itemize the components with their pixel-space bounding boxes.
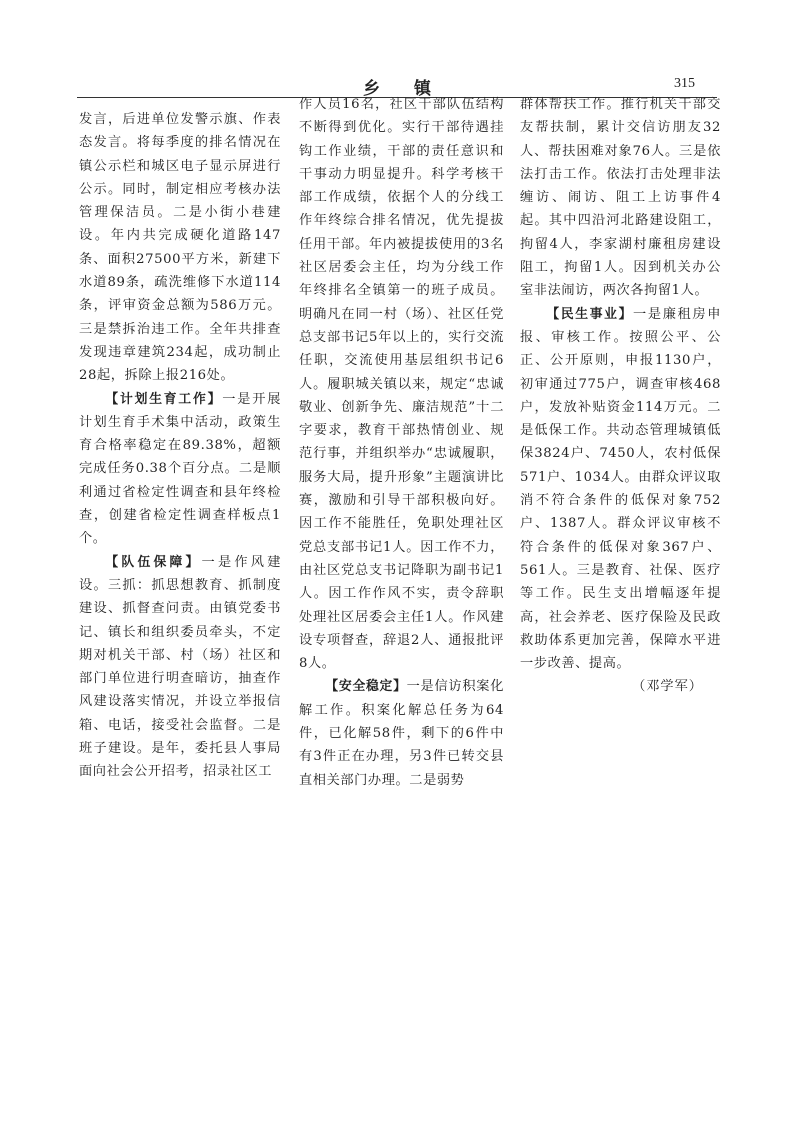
text-column-2 xyxy=(299,93,504,792)
paragraph xyxy=(79,551,281,784)
paragraph-text: 一是作风建设。三抓：抓思想教育、抓制度建设、抓督查问责。由镇党委书记、镇长和组织委员牵头，不定期对机关干部、村（场）社区和部门单位进行明查暗访，抽查作风建设落实情况，并设立举报信箱、电话，接受社会监督。二是班子建设。是年，委托县人事局面向社会公开招考，招录社区工 xyxy=(79,554,281,780)
paragraph-text: 一是开展计划生育手术集中活动，政策生育合格率稳定在89.38%，超额完成任务0.38个百分点。二是顺利通过省检定性调查和县年终检查，创建省检定性调查样板点1个。 xyxy=(79,391,281,547)
text-column-1 xyxy=(79,108,281,784)
section-heading: 【民生事业】 xyxy=(546,306,634,322)
section-heading: 【安全稳定】 xyxy=(325,679,407,695)
section-heading: 【计划生育工作】 xyxy=(105,391,223,407)
paragraph xyxy=(79,108,281,388)
paragraph xyxy=(299,93,504,675)
author-credit: （邓学军） xyxy=(632,679,703,695)
paragraph xyxy=(299,675,504,791)
paragraph-text: 一是廉租房申报、审核工作。按照公平、公正、公开原则，申报1130户，初审通过775户，调查审核468户，发放补贴资金114万元。二是低保工作。共动态管理城镇低保3824户、7450人，农村低保571户、1034人。由群众评议取消不符合条件的低保对象752户、1387人。群众评议审核不符合条件的低保对象367户、561人。三是教育、社保、医疗等工作。民生支出增幅逐年提高，社会养老、医疗保险及民政救助体系更加完善，保障水平进一步改善、提高。 xyxy=(520,306,721,672)
text-column-3 xyxy=(520,93,721,699)
section-heading: 【队伍保障】 xyxy=(105,554,202,570)
paragraph xyxy=(520,303,721,676)
section-title: 乡 镇 xyxy=(363,79,431,99)
paragraph-text: 群体帮扶工作。推行机关干部交友帮扶制，累计交信访朋友32人、帮扶困难对象76人。三是依法打击工作。依法打击处理非法缠访、闹访、阻工上访事件4起。其中四沿河北路建设阻工，拘留4人，李家湖村廉租房建设阻工，拘留1人。因到机关办公室非法闹访，两次各拘留1人。 xyxy=(520,97,721,299)
paragraph-text: 发言，后进单位发警示旗、作表态发言。将每季度的排名情况在镇公示栏和城区电子显示屏进行公示。同时，制定相应考核办法管理保洁员。二是小街小巷建设。年内共完成硬化道路147条、面积27500平方米，新建下水道89条，疏洗维修下水道114条，评审资金总额为586万元。三是禁拆治违工作。全年共排查发现违章建筑234起，成功制止28起，拆除上报216处。 xyxy=(79,112,281,384)
paragraph xyxy=(79,388,281,551)
paragraph-text: 一是信访积案化解工作。积案化解总任务为64件，已化解58件，剩下的6件中有3件正在办理，另3件已转交县直相关部门办理。二是弱势 xyxy=(299,679,504,788)
paragraph xyxy=(520,93,721,303)
paragraph-text: 作人员16名，社区干部队伍结构不断得到优化。实行干部待遇挂钩工作业绩，干部的责任意识和干事动力明显提升。科学考核干部工作成绩，依据个人的分线工作年终综合排名情况，优先提拔任用干部。年内被提拔使用的3名社区居委会主任，均为分线工作年终排名全镇第一的班子成员。明确凡在同一村（场）、社区任党总支部书记5年以上的，实行交流任职，交流使用基层组织书记6人。履职城关镇以来，规定“忠诚敬业、创新争先、廉洁规范”十二字要求，教育干部热情创业、规范行事，并组织举办“忠诚履职，服务大局，提升形象”主题演讲比赛，激励和引导干部积极向好。因工作不能胜任，免职处理社区党总支部书记1人。因工作不力，由社区党总支书记降职为副书记1人。因工作作风不实，责令辞职处理社区居委会主任1人。作风建设专项督查，辞退2人、通报批评8人。 xyxy=(299,97,504,672)
page-number: 315 xyxy=(674,76,695,91)
